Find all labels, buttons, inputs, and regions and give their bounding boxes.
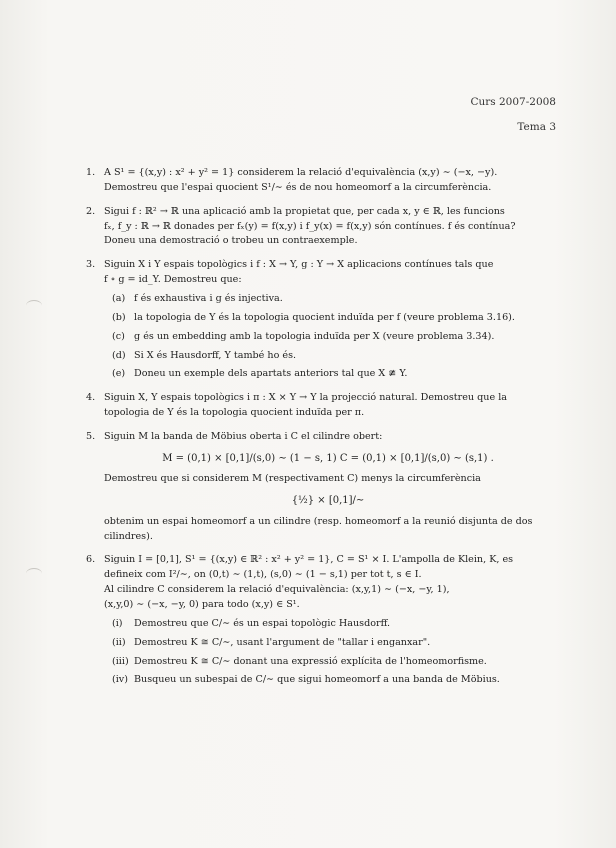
problem-number: 3.	[86, 259, 96, 271]
subitem-text: Si X és Hausdorff, Y també ho és.	[134, 349, 297, 361]
problem-4	[86, 391, 552, 421]
subitem	[112, 349, 552, 364]
text-line: Siguin M la banda de Möbius oberta i C el cilindre obert:	[104, 431, 383, 443]
problem-number: 2.	[86, 205, 96, 217]
text-line: f ∘ g = id_Y. Demostreu que:	[104, 274, 242, 286]
subitem	[112, 655, 552, 670]
display-formula: {½} × [0,1]/∼	[291, 495, 365, 507]
problem-6	[86, 553, 552, 688]
subitem	[112, 330, 552, 345]
text-line: defineix com I²/∼, on (0,t) ∼ (1,t), (s,0) ∼ (1 − s,1) per tot t, s ∈ I.	[104, 569, 422, 581]
problem-2	[86, 205, 552, 250]
problem-5	[86, 430, 552, 544]
subitem	[112, 636, 552, 651]
punch-hole-mark	[26, 300, 42, 311]
subitem-text: Doneu un exemple dels apartats anteriors tal que X ≇ Y.	[134, 368, 408, 380]
text-line: Siguin I = [0,1], S¹ = {(x,y) ∈ ℝ² : x² + y² = 1}, C = S¹ × I. L'ampolla de Klein, K, es	[104, 554, 514, 566]
display-formula: M = (0,1) × [0,1]/(s,0) ∼ (1 − s, 1) C = (0,1) × [0,1]/(s,0) ∼ (s,1) .	[162, 452, 494, 464]
subitem	[112, 617, 552, 632]
subitem-label: (iv)	[112, 674, 128, 686]
text-line: Siguin X, Y espais topològics i π : X × Y → Y la projecció natural. Demostreu que la	[104, 392, 507, 404]
problem-number: 4.	[86, 392, 96, 404]
text-line: cilindres).	[104, 530, 153, 542]
text-line: fₓ, f_y : ℝ → ℝ donades per fₓ(y) = f(x,y) i f_y(x) = f(x,y) són contínues. f és contínua?	[104, 220, 516, 232]
subitem-text: Demostreu K ≅ C/∼, usant l'argument de "tallar i enganxar".	[134, 636, 431, 648]
subitem-label: (e)	[112, 368, 126, 380]
problem-number: 6.	[86, 554, 96, 566]
problem-number: 1.	[86, 167, 96, 178]
text-line: Doneu una demostració o trobeu un contraexemple.	[104, 235, 358, 247]
text-line: Demostreu que l'espai quocient S¹/∼ és de nou homeomorf a la circumferència.	[104, 181, 492, 193]
subitem-label: (d)	[112, 349, 126, 361]
subitem-label: (c)	[112, 330, 125, 342]
subitem	[112, 367, 552, 382]
text-line: (x,y,0) ∼ (−x, −y, 0) para todo (x,y) ∈ S¹.	[104, 599, 300, 611]
subitem-text: la topologia de Y és la topologia quocient induïda per f (veure problema 3.16).	[134, 311, 515, 323]
text-line: Siguin X i Y espais topològics i f : X → Y, g : Y → X aplicacions contínues tals que	[104, 259, 494, 271]
subitem	[112, 311, 552, 326]
problem-3	[86, 258, 552, 382]
subitem	[112, 292, 552, 307]
problem-1	[86, 166, 552, 196]
subitem-text: g és un embedding amb la topologia induïda per X (veure problema 3.34).	[134, 330, 495, 342]
subitem-label: (iii)	[112, 655, 129, 667]
subitem-label: (i)	[112, 617, 123, 629]
subitem-text: f és exhaustiva i g és injectiva.	[134, 293, 283, 305]
subitem-label: (a)	[112, 293, 126, 305]
subitem-label: (ii)	[112, 636, 126, 648]
text-line: Al cilindre C considerem la relació d'equivalència: (x,y,1) ∼ (−x, −y, 1),	[104, 584, 450, 596]
problem-number: 5.	[86, 431, 96, 443]
tema-label: Tema 3	[517, 121, 556, 133]
text-line: obtenim un espai homeomorf a un cilindre (resp. homeomorf a la reunió disjunta de dos	[104, 515, 533, 527]
text-line: A S¹ = {(x,y) : x² + y² = 1} considerem la relació d'equivalència (x,y) ∼ (−x, −y).	[104, 167, 498, 178]
punch-hole-mark	[26, 568, 42, 579]
text-line: topologia de Y és la topologia quocient induïda per π.	[104, 407, 365, 419]
text-line: Demostreu que si considerem M (respectivament C) menys la circumferència	[104, 473, 481, 485]
problem-list	[86, 166, 552, 697]
subitem-label: (b)	[112, 311, 126, 323]
text-line: Sigui f : ℝ² → ℝ una aplicació amb la propietat que, per cada x, y ∈ ℝ, les funcions	[104, 205, 505, 217]
subitem-text: Demostreu que C/∼ és un espai topològic Hausdorff.	[134, 617, 391, 629]
subitem-text: Busqueu un subespai de C/∼ que sigui homeomorf a una banda de Möbius.	[134, 674, 500, 686]
subitem-text: Demostreu K ≅ C/∼ donant una expressió explícita de l'homeomorfisme.	[134, 655, 487, 667]
course-year: Curs 2007-2008	[470, 96, 556, 108]
subitem	[112, 673, 552, 688]
